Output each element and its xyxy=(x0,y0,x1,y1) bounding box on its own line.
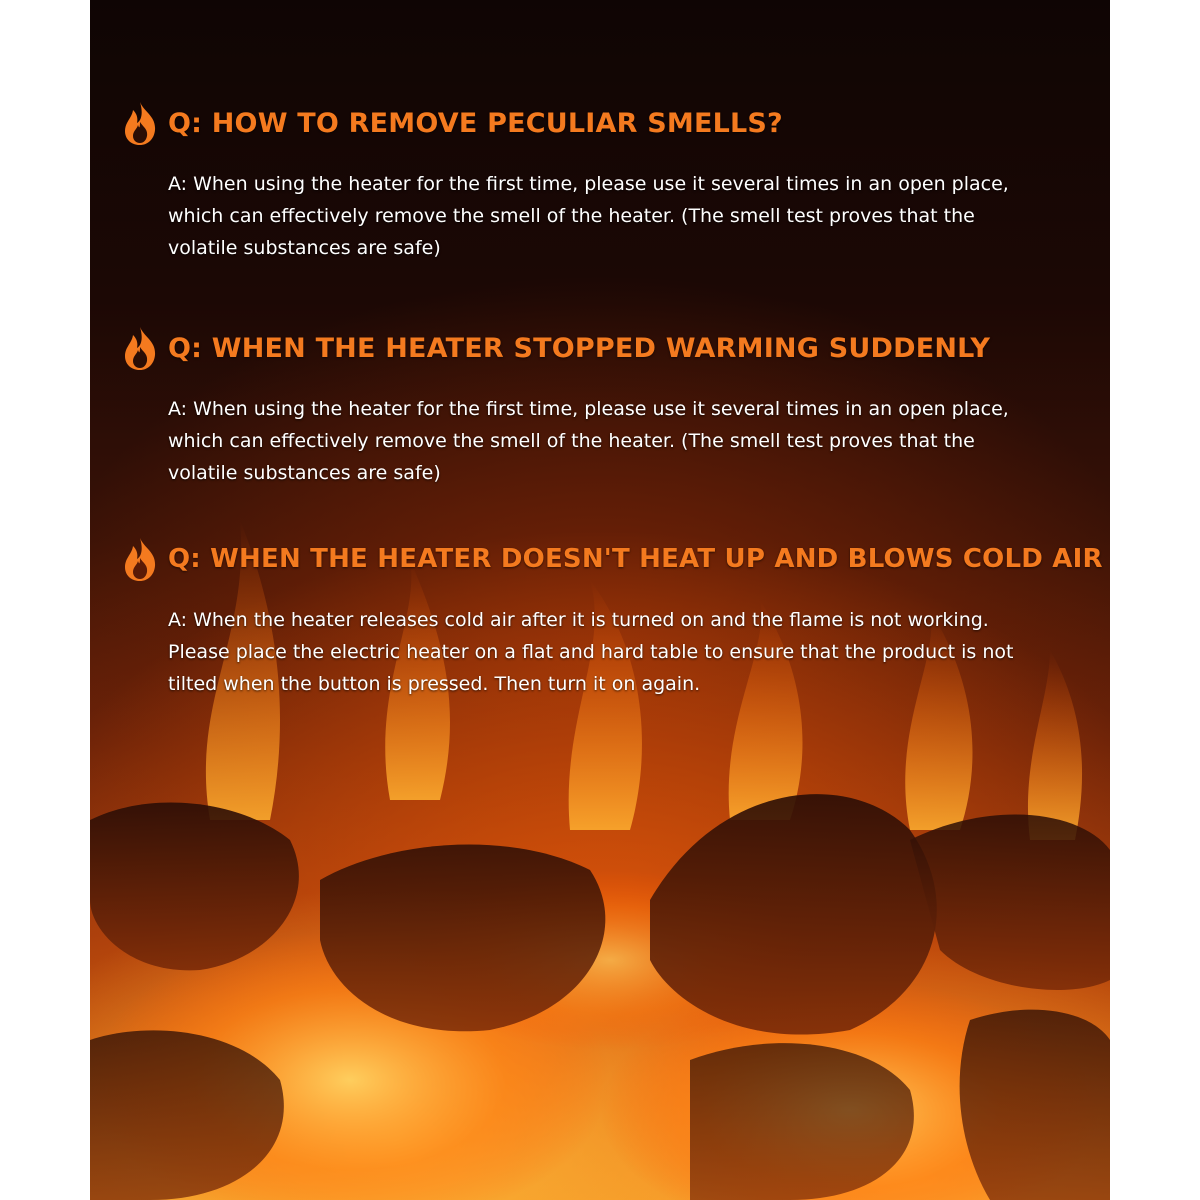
faq-answer: A: When the heater releases cold air after it is turned on and the flame is not working. Please place the electric heater on a flat and hard table to ensure that the product is not tilted when the button is pressed. Then turn it on again. xyxy=(168,609,1014,695)
faq-answer: A: When using the heater for the first time, please use it several times in an open place, which can effectively remove the smell of the heater. (The smell test proves that the volatile substances are safe) xyxy=(168,173,1009,259)
faq-item xyxy=(120,325,1100,489)
flame-icon xyxy=(120,536,160,582)
faq-item xyxy=(120,100,1100,264)
faq-question: Q: WHEN THE HEATER DOESN'T HEAT UP AND BLOWS COLD AIR xyxy=(168,544,1103,574)
faq-answer: A: When using the heater for the first time, please use it several times in an open place, which can effectively remove the smell of the heater. (The smell test proves that the volatile substances are safe) xyxy=(168,398,1009,484)
fireplace-background xyxy=(90,0,1110,1200)
flame-icon xyxy=(120,100,160,146)
flame-icon xyxy=(120,325,160,371)
faq-question: Q: WHEN THE HEATER STOPPED WARMING SUDDENLY xyxy=(168,332,991,364)
faq-question: Q: HOW TO REMOVE PECULIAR SMELLS? xyxy=(168,107,783,139)
faq-item xyxy=(120,536,1103,700)
